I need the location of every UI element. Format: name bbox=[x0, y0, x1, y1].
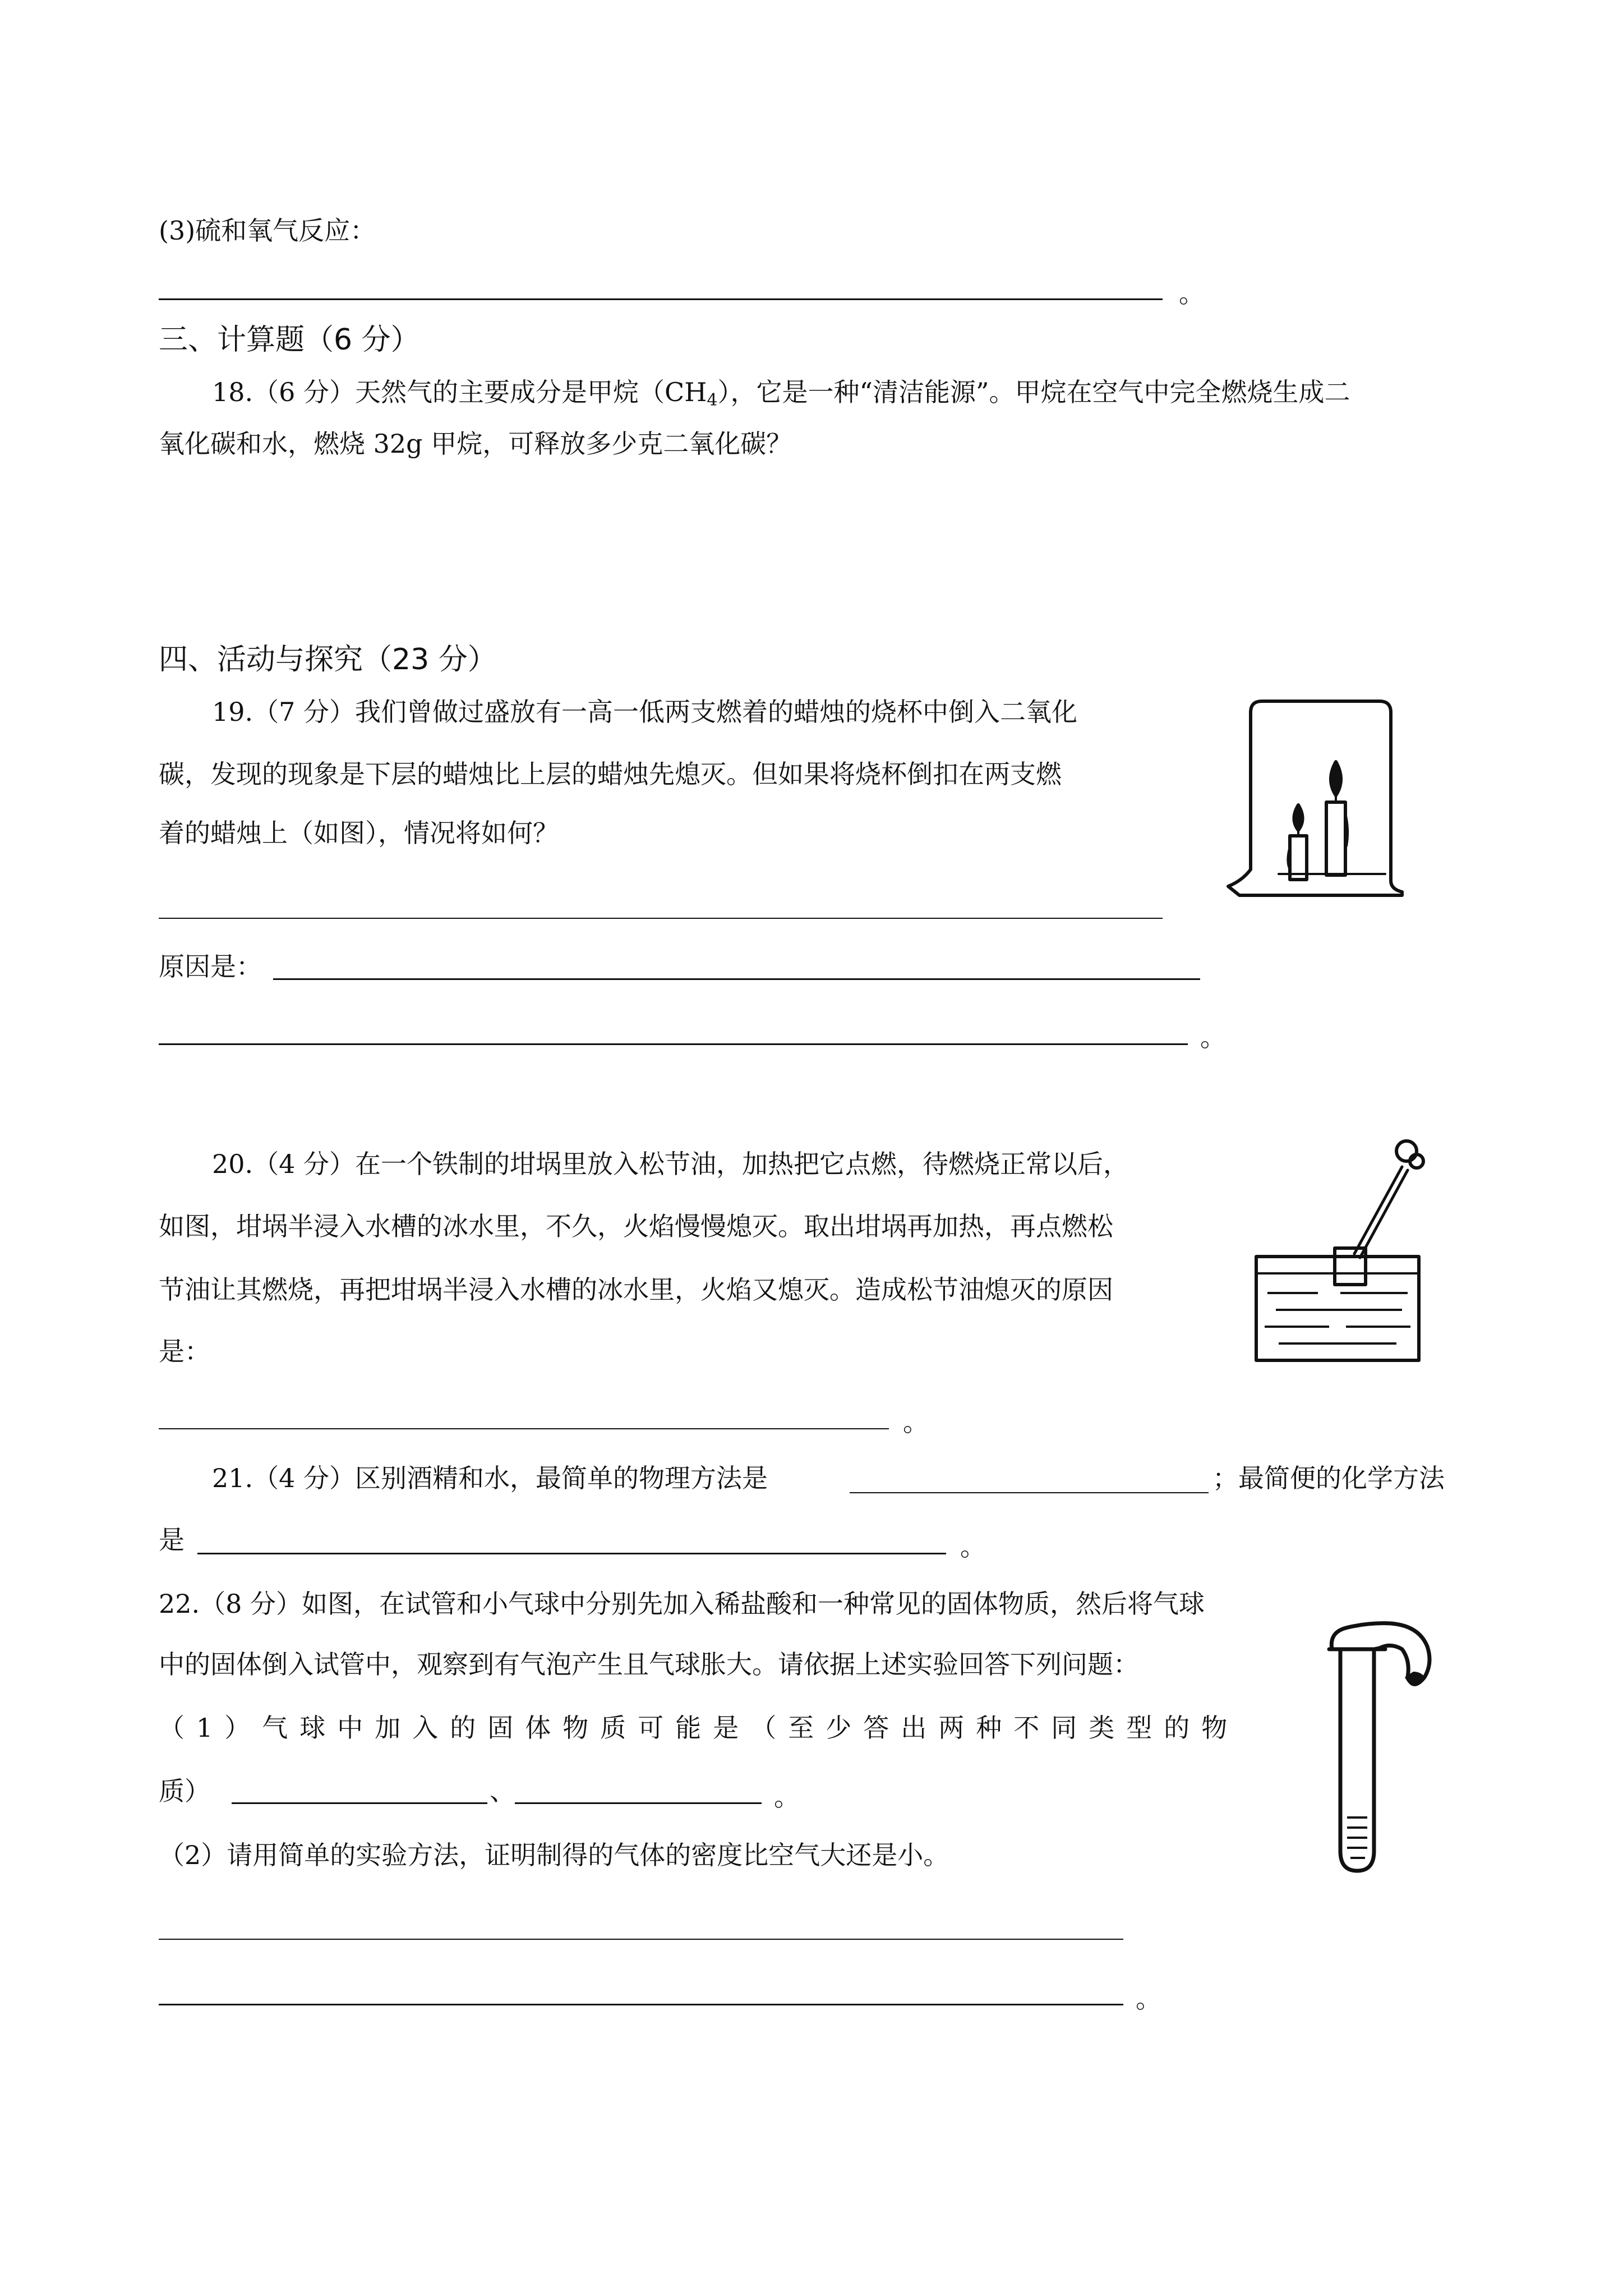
section-3-heading: 三、计算题（6 分） bbox=[159, 323, 420, 357]
q17-end-mark: 。 bbox=[1179, 278, 1205, 309]
q22-line-1: 22.（8 分）如图，在试管和小气球中分别先加入稀盐酸和一种常见的固体物质，然后将气球 bbox=[159, 1589, 1205, 1619]
q21-physical-method-line[interactable] bbox=[850, 1492, 1209, 1493]
q22-answer-line-2[interactable] bbox=[159, 2004, 1123, 2005]
q22-substance-2-line[interactable] bbox=[515, 1802, 762, 1804]
q19-line-1: 19.（7 分）我们曾做过盛放有一高一低两支燃着的蜡烛的烧杯中倒入二氧化 bbox=[212, 697, 1078, 727]
section-4-heading: 四、活动与探究（23 分） bbox=[159, 643, 497, 677]
q20-line-1: 20.（4 分）在一个铁制的坩埚里放入松节油，加热把它点燃，待燃烧正常以后， bbox=[212, 1149, 1129, 1179]
q19-line-3: 着的蜡烛上（如图），情况将如何？ bbox=[159, 818, 559, 848]
q22-line-2: 中的固体倒入试管中，观察到有气泡产生且气球胀大。请依据上述实验回答下列问题： bbox=[159, 1649, 1139, 1680]
crucible-in-water-trough-figure bbox=[1251, 1133, 1430, 1369]
q22-part1-end-mark: 。 bbox=[774, 1782, 800, 1812]
q22-part1-line: （1）气球中加入的固体物质可能是（至少答出两种不同类型的物 bbox=[159, 1713, 1239, 1743]
q21-line-1-part-b: ；最简便的化学方法 bbox=[1212, 1463, 1445, 1493]
q22-part2-question: （2）请用简单的实验方法，证明制得的气体的密度比空气大还是小。 bbox=[159, 1840, 949, 1870]
q22-substance-1-line[interactable] bbox=[232, 1802, 487, 1804]
q22-separator: 、 bbox=[490, 1776, 515, 1806]
q19-reason-label: 原因是： bbox=[159, 951, 262, 982]
q21-line-2-label: 是 bbox=[159, 1525, 185, 1555]
q20-line-2: 如图，坩埚半浸入水槽的冰水里，不久，火焰慢慢熄灭。取出坩埚再加热，再点燃松 bbox=[159, 1211, 1113, 1241]
q17-answer-line[interactable] bbox=[159, 298, 1163, 300]
q21-line-1-part-a: 21.（4 分）区别酒精和水，最简单的物理方法是 bbox=[212, 1463, 768, 1493]
q20-answer-line[interactable] bbox=[159, 1428, 889, 1429]
q18-line-1: 18.（6 分）天然气的主要成分是甲烷$(CH_4)$，它是一种“清洁能源”。甲烷在空气中完全燃烧生成二 bbox=[212, 377, 1350, 410]
q19-reason-line-2[interactable] bbox=[159, 1043, 1188, 1045]
q22-part1-label: 质） bbox=[159, 1776, 210, 1806]
q21-end-mark: 。 bbox=[960, 1531, 986, 1562]
q22-answer-line-1[interactable] bbox=[159, 1939, 1123, 1940]
q20-end-mark: 。 bbox=[903, 1407, 929, 1437]
q20-line-4: 是： bbox=[159, 1336, 210, 1366]
q19-end-mark: 。 bbox=[1200, 1022, 1226, 1052]
test-tube-balloon-figure bbox=[1307, 1616, 1453, 1885]
q19-reason-line-1[interactable] bbox=[273, 978, 1200, 980]
q21-chemical-method-line[interactable] bbox=[197, 1553, 946, 1554]
q19-line-2: 碳，发现的现象是下层的蜡烛比上层的蜡烛先熄灭。但如果将烧杯倒扣在两支燃 bbox=[159, 759, 1062, 789]
q19-answer-line-1[interactable] bbox=[159, 918, 1163, 919]
inverted-beaker-candles-figure bbox=[1217, 696, 1419, 909]
q17-part3-prompt: (3)硫和氧气反应： bbox=[159, 215, 376, 246]
q20-line-3: 节油让其燃烧，再把坩埚半浸入水槽的冰水里，火焰又熄灭。造成松节油熄灭的原因 bbox=[159, 1274, 1113, 1305]
q18-line-2: 氧化碳和水，燃烧 32g 甲烷，可释放多少克二氧化碳？ bbox=[159, 429, 792, 459]
q22-end-mark: 。 bbox=[1136, 1984, 1161, 2014]
